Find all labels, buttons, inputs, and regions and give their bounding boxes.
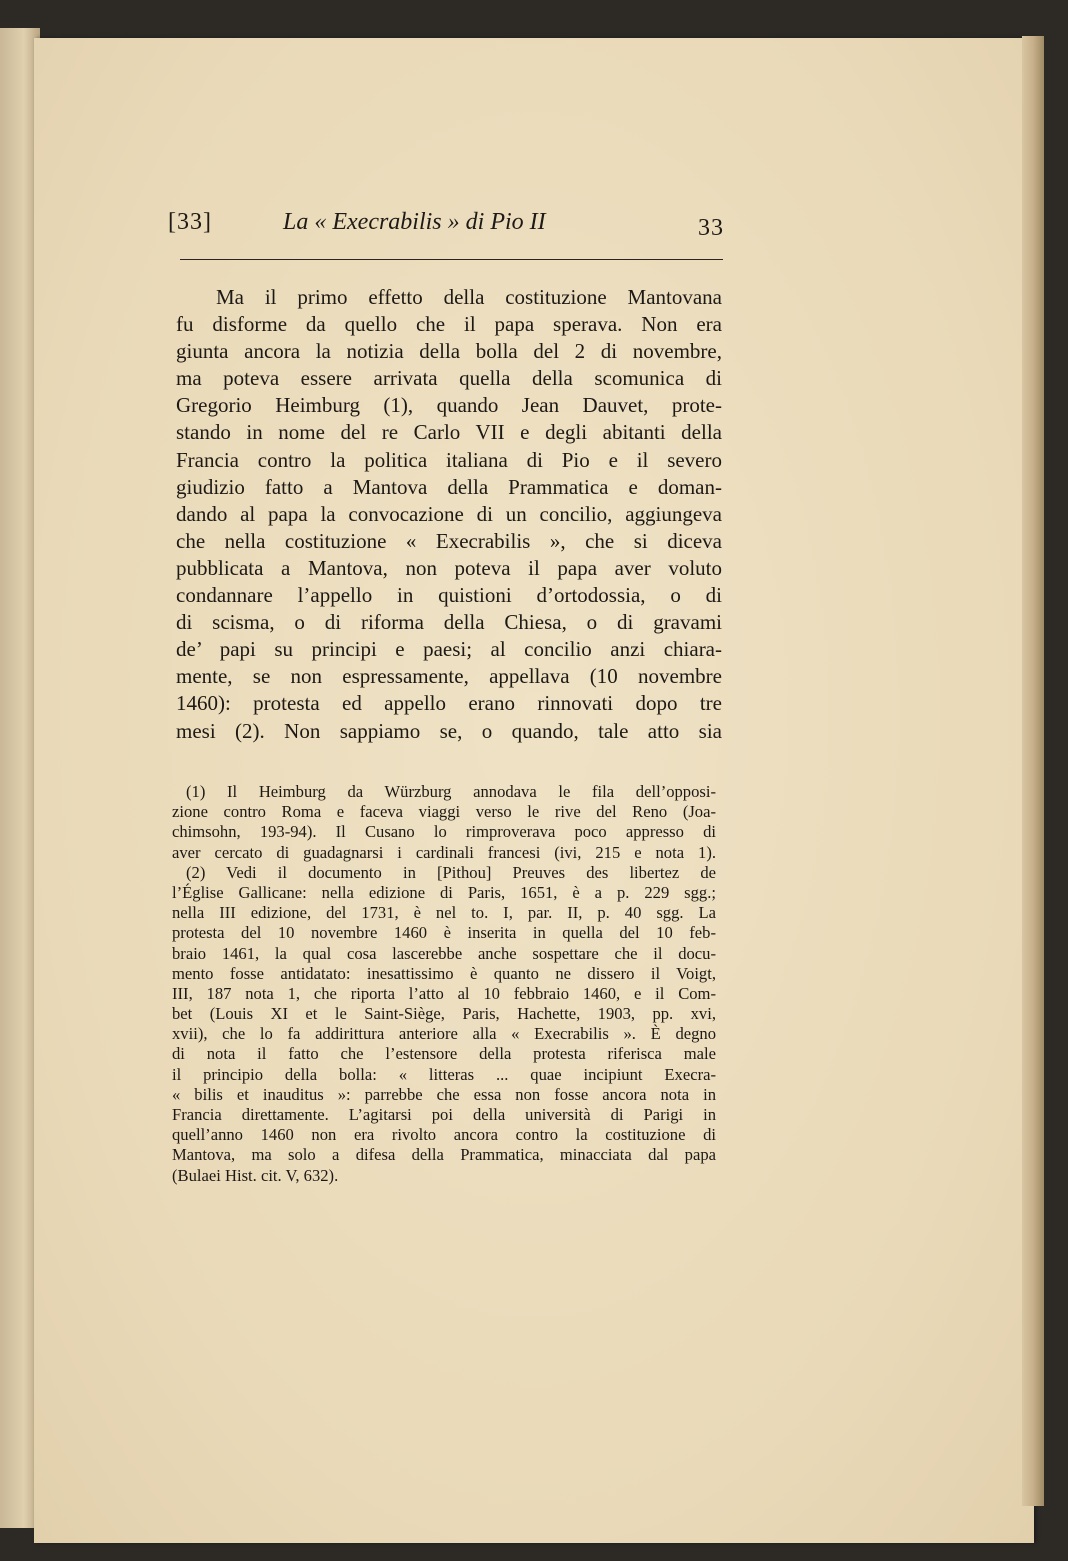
- footnote-line: mento fosse antidatato: inesattissimo è quanto ne dissero il Voigt,: [172, 963, 716, 983]
- text-line: ma poteva essere arrivata quella della scomunica di: [176, 366, 722, 391]
- text-line: 1460): protesta ed appello erano rinnovati dopo tre: [176, 691, 722, 716]
- text-line: Francia contro la politica italiana di Pio e il severo: [176, 447, 722, 472]
- footnote-line: braio 1461, la qual cosa lascerebbe anche sospettare che il docu-: [172, 943, 716, 963]
- text-line: de’ papi su principi e paesi; al concilio anzi chiara-: [176, 637, 722, 662]
- text-line: mente, se non espressamente, appellava (10 novembre: [176, 664, 722, 689]
- text-line: che nella costituzione « Execrabilis », che si diceva: [176, 528, 722, 553]
- footnote-line: protesta del 10 novembre 1460 è inserita in quella del 10 feb-: [172, 923, 716, 943]
- page-signature: [33]: [168, 209, 212, 235]
- text-line: pubblicata a Mantova, non poteva il papa aver voluto: [176, 555, 722, 580]
- text-line: dando al papa la convocazione di un concilio, aggiungeva: [176, 501, 722, 526]
- footnote-line: il principio della bolla: « litteras ... quae incipiunt Execra-: [172, 1064, 716, 1084]
- page-stack-edge: [1022, 36, 1044, 1506]
- footnote-line: (Bulaei Hist. cit. V, 632).: [172, 1165, 339, 1185]
- footnote-line: zione contro Roma e faceva viaggi verso le rive del Reno (Joa-: [172, 802, 716, 822]
- footnote-line: III, 187 nota 1, che riporta l’atto al 10 febbraio 1460, e il Com-: [172, 983, 716, 1003]
- footnote-line: Francia direttamente. L’agitarsi poi della università di Parigi in: [172, 1105, 716, 1124]
- text-line: Gregorio Heimburg (1), quando Jean Dauvet, prote-: [176, 393, 722, 418]
- text-line: Ma il primo effetto della costituzione Mantovana: [216, 285, 722, 309]
- footnote-line: l’Église Gallicane: nella edizione di Paris, 1651, è a p. 229 sgg.;: [172, 882, 716, 902]
- text-line: fu disforme da quello che il papa sperava. Non era: [176, 312, 722, 337]
- footnote-line: (2) Vedi il documento in [Pithou] Preuves des libertez de: [186, 862, 716, 882]
- footnote-line: chimsohn, 193-94). Il Cusano lo rimproverava poco appresso di: [172, 822, 716, 842]
- footnote-line: di nota il fatto che l’estensore della protesta riferisca male: [172, 1044, 716, 1064]
- text-line: stando in nome del re Carlo VII e degli abitanti della: [176, 420, 722, 445]
- footnote-line: (1) Il Heimburg da Würzburg annodava le fila dell’opposi-: [186, 782, 716, 801]
- text-line: condannare l’appello in quistioni d’ortodossia, o di: [176, 583, 722, 608]
- text-line: giunta ancora la notizia della bolla del 2 di novembre,: [176, 339, 722, 364]
- footnote-line: Mantova, ma solo a difesa della Prammatica, minacciata dal papa: [172, 1145, 716, 1165]
- main-text: [176, 284, 722, 745]
- footnote-line: quell’anno 1460 non era rivolto ancora contro la costituzione di: [172, 1125, 716, 1145]
- header-rule: [180, 259, 723, 260]
- footnote-line: bet (Louis XI et le Saint-Siège, Paris, Hachette, 1903, pp. xvi,: [172, 1004, 716, 1024]
- footnote-line: « bilis et inauditus »: parrebbe che essa non fosse ancora nota in: [172, 1084, 716, 1104]
- page-number: 33: [698, 215, 724, 241]
- running-title: La « Execrabilis » di Pio II: [283, 209, 546, 235]
- footnote-line: xvii), che lo fa addirittura anteriore alla « Execrabilis ». È degno: [172, 1024, 716, 1044]
- text-line: mesi (2). Non sappiamo se, o quando, tale atto sia: [176, 718, 722, 743]
- footnotes: [172, 782, 716, 1186]
- text-line: di scisma, o di riforma della Chiesa, o di gravami: [176, 610, 722, 635]
- footnote-line: nella III edizione, del 1731, è nel to. I, par. II, p. 40 sgg. La: [172, 903, 716, 923]
- text-line: giudizio fatto a Mantova della Prammatica e doman-: [176, 474, 722, 499]
- footnote-line: aver cercato di guadagnarsi i cardinali francesi (ivi, 215 e nota 1).: [172, 842, 716, 862]
- page-header: [168, 203, 724, 243]
